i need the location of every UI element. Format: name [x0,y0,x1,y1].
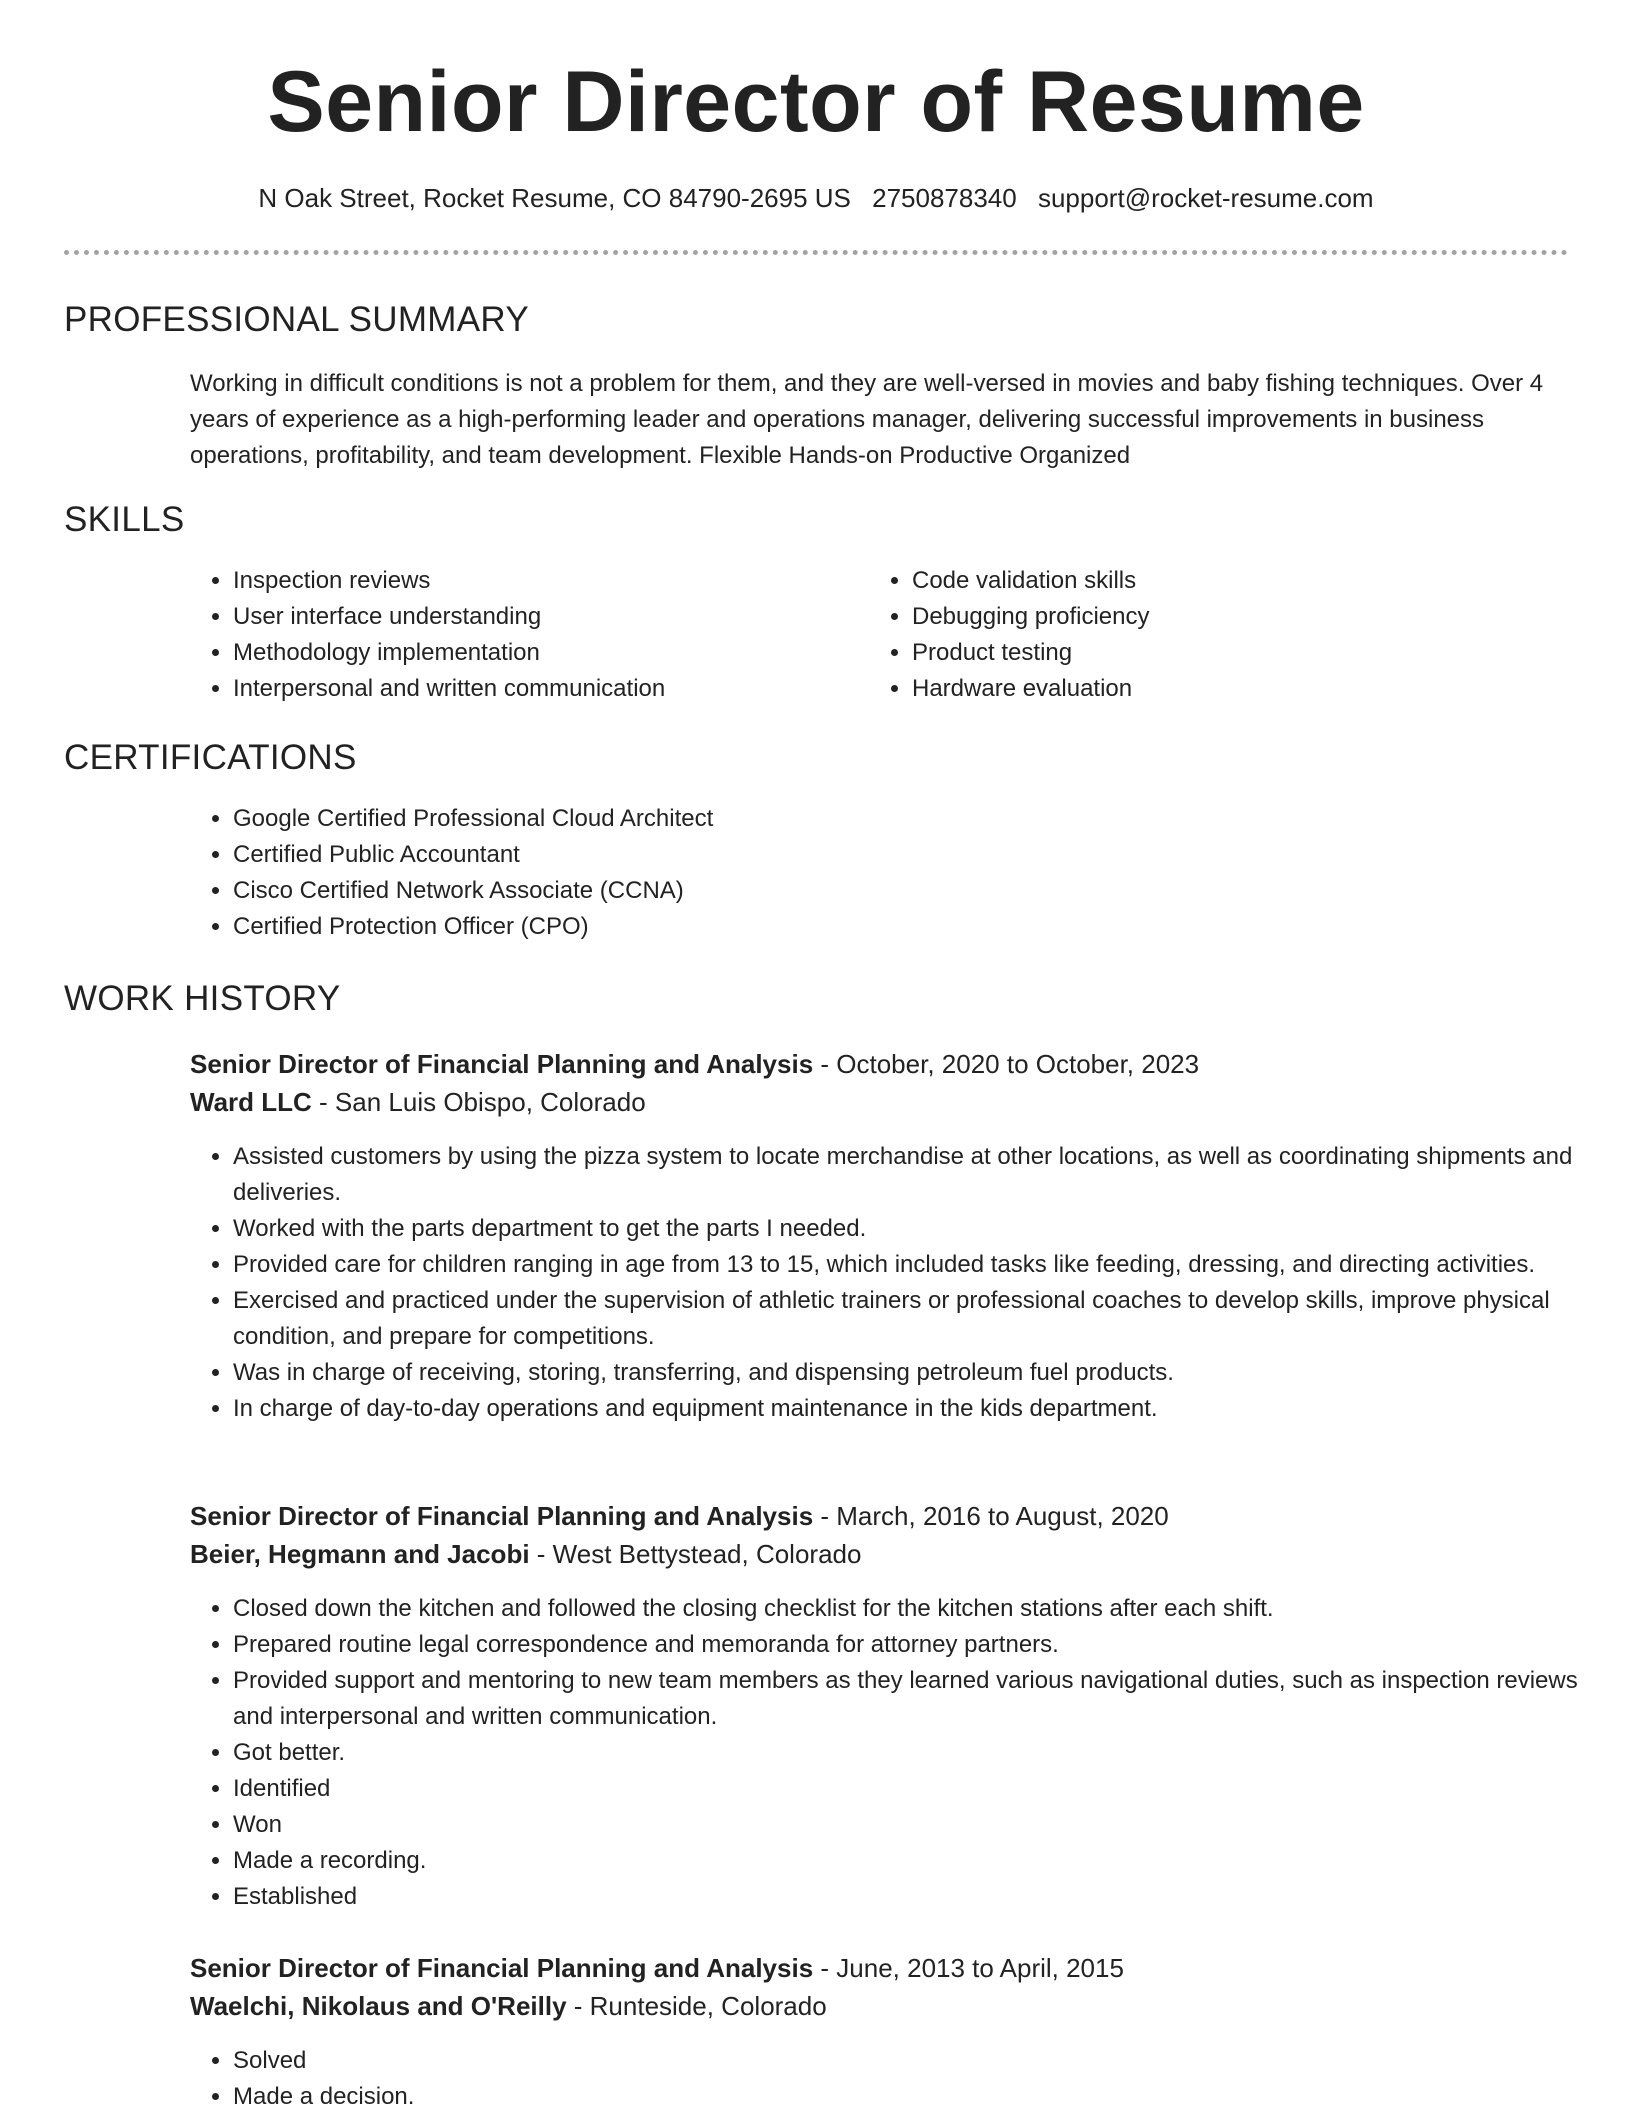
section-title-summary: PROFESSIONAL SUMMARY [64,300,529,339]
job-bullets [190,2043,1599,2115]
job-title: Senior Director of Financial Planning and Analysis [190,1953,814,1983]
candidate-name: Senior Director of Resume [267,54,1365,150]
job-bullet: • Established [233,1879,1599,1915]
skill-item: • Interpersonal and written communication [233,671,833,707]
job-title-line [190,1497,1169,1535]
job-dates: - March, 2016 to August, 2020 [813,1501,1169,1531]
skills-list-left [190,563,833,707]
job-location: - San Luis Obispo, Colorado [311,1087,646,1117]
job-bullet: • Won [233,1807,1599,1843]
job-title-line [190,1045,1199,1083]
job-bullet: • Made a decision. [233,2079,1599,2115]
skill-item: • User interface understanding [233,599,833,635]
certification-item: • Certified Protection Officer (CPO) [233,909,1433,945]
contact-phone: 2750878340 [872,183,1017,213]
skill-item: • Code validation skills [912,563,1512,599]
skill-item: • Methodology implementation [233,635,833,671]
job-title: Senior Director of Financial Planning and Analysis [190,1501,814,1531]
job-company-line [190,1987,827,2025]
job-bullets [190,1591,1599,1915]
skills-list-right [869,563,1512,707]
job-location: - West Bettystead, Colorado [529,1539,862,1569]
job-bullet: • Provided support and mentoring to new team members as they learned various navigational duties, such as inspection reviews and interpersonal and written communication. [233,1663,1599,1735]
skill-item: • Product testing [912,635,1512,671]
job-bullet: • In charge of day-to-day operations and equipment maintenance in the kids department. [233,1391,1599,1427]
job-bullets [190,1139,1599,1427]
section-title-skills: SKILLS [64,500,185,539]
job-location: - Runteside, Colorado [566,1991,827,2021]
job-bullet: • Assisted customers by using the pizza system to locate merchandise at other locations, as well as coordinating shipments and deliveries. [233,1139,1599,1211]
job-bullet: • Worked with the parts department to get the parts I needed. [233,1211,1599,1247]
certifications-list [190,801,1433,945]
job-bullet: • Provided care for children ranging in age from 13 to 15, which included tasks like feeding, dressing, and directing activities. [233,1247,1599,1283]
job-bullet: • Made a recording. [233,1843,1599,1879]
job-company-line [190,1083,646,1121]
skill-item: • Inspection reviews [233,563,833,599]
job-company: Ward LLC [190,1087,312,1117]
summary-text: Working in difficult conditions is not a problem for them, and they are well-versed in movies and baby fishing techniques. Over 4 years of experience as a high-performing leader and operations manager, delivering successful improvements in business operations, profitability, and team development. Flexible Hands-on Productive Organized [190,370,1544,469]
header-divider [64,250,1568,255]
job-bullet: • Solved [233,2043,1599,2079]
job-company: Waelchi, Nikolaus and O'Reilly [190,1991,567,2021]
job-title-line [190,1949,1124,1987]
job-dates: - June, 2013 to April, 2015 [813,1953,1124,1983]
contact-line [0,180,1632,216]
job-bullet: • Identified [233,1771,1599,1807]
job-title: Senior Director of Financial Planning and Analysis [190,1049,814,1079]
certification-item: • Google Certified Professional Cloud Architect [233,801,1433,837]
job-company: Beier, Hegmann and Jacobi [190,1539,530,1569]
job-bullet: • Closed down the kitchen and followed the closing checklist for the kitchen stations after each shift. [233,1591,1599,1627]
job-bullet: • Was in charge of receiving, storing, transferring, and dispensing petroleum fuel products. [233,1355,1599,1391]
job-company-line [190,1535,861,1573]
job-bullet: • Exercised and practiced under the supervision of athletic trainers or professional coaches to develop skills, improve physical condition, and prepare for competitions. [233,1283,1599,1355]
job-dates: - October, 2020 to October, 2023 [813,1049,1200,1079]
skill-item: • Debugging proficiency [912,599,1512,635]
job-bullet: • Prepared routine legal correspondence and memoranda for attorney partners. [233,1627,1599,1663]
contact-email: support@rocket-resume.com [1037,183,1374,213]
skill-item: • Hardware evaluation [912,671,1512,707]
section-title-work-history: WORK HISTORY [64,979,341,1018]
contact-address: N Oak Street, Rocket Resume, CO 84790-2695 US [258,183,851,213]
section-title-certifications: CERTIFICATIONS [64,738,357,777]
certification-item: • Certified Public Accountant [233,837,1433,873]
job-bullet: • Got better. [233,1735,1599,1771]
certification-item: • Cisco Certified Network Associate (CCNA) [233,873,1433,909]
